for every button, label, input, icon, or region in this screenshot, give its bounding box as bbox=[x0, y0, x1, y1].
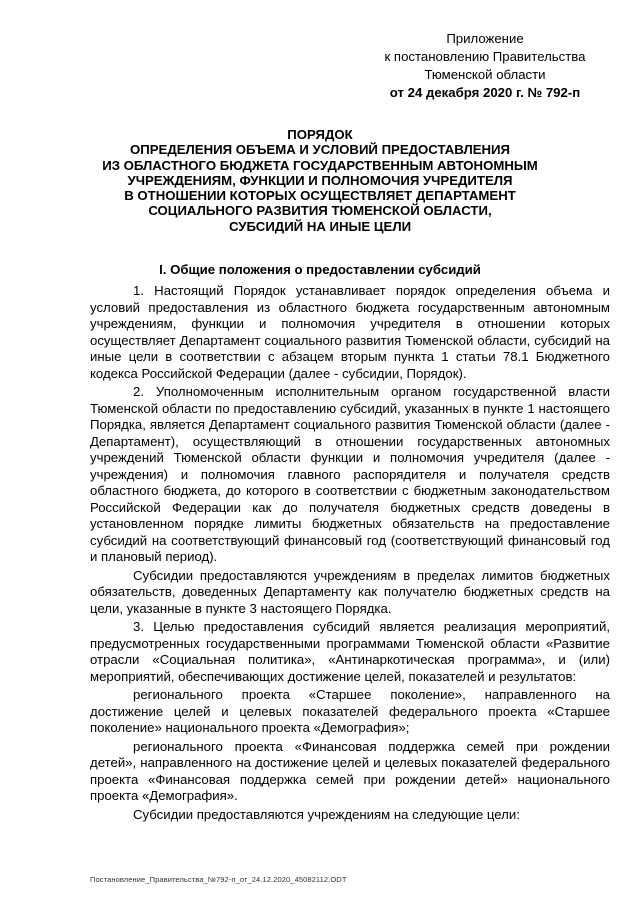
file-footer: Постановление_Правительства_№792-п_от_24.12.2020_45082112.ODT bbox=[90, 875, 347, 884]
title-line: ПОРЯДОК bbox=[287, 127, 353, 142]
appendix-resolution: к постановлению Правительства bbox=[384, 49, 586, 64]
paragraph: регионального проекта «Старшее поколение», направленного на достижение целей и целевых показателей федерального проекта «Старшее поколение» национального проекта «Демография»; bbox=[90, 687, 610, 735]
appendix-label: Приложение bbox=[446, 31, 524, 46]
paragraph: 2. Уполномоченным исполнительным органом государственной власти Тюменской области по предоставлению субсидий, указанных в пункте 1 настоящего Порядка, является Департамент социального развития Тюменской области (далее - Департамент), осуществляющий в отношении государственных автономных учреждений Тюменской области функции и полномочия учредителя (далее - учреждения) и полномочия главного распорядителя и получателя средств областного бюджета, до которого в соответствии с бюджетным законодательством Российской Федерации как до получателя бюджетных средств доведены в установленном порядке лимиты бюджетных обязательств на предоставление субсидий на соответствующий финансовый год (соответствующий финансовый год и плановый период). bbox=[90, 384, 610, 564]
title-line: В ОТНОШЕНИИ КОТОРЫХ ОСУЩЕСТВЛЯЕТ ДЕПАРТАМЕНТ bbox=[124, 188, 516, 204]
section-heading: I. Общие положения о предоставлении субсидий bbox=[159, 262, 481, 277]
title-line: СОЦИАЛЬНОГО РАЗВИТИЯ ТЮМЕНСКОЙ ОБЛАСТИ, bbox=[148, 203, 492, 219]
document-body bbox=[90, 283, 610, 825]
document-title bbox=[90, 127, 550, 234]
title-line: ОПРЕДЕЛЕНИЯ ОБЪЕМА И УСЛОВИЙ ПРЕДОСТАВЛЕНИЯ bbox=[130, 142, 510, 158]
paragraph: регионального проекта «Финансовая поддержка семей при рождении детей», направленного на достижение целей и целевых показателей федерального проекта «Финансовая поддержка семей при рождении детей» национального проекта «Демография». bbox=[90, 738, 610, 803]
paragraph: Субсидии предоставляются учреждениям в пределах лимитов бюджетных обязательств, доведенных Департаменту как получателю бюджетных средств на цели, указанные в пункте 3 настоящего Порядка. bbox=[90, 567, 610, 616]
paragraph: 1. Настоящий Порядок устанавливает порядок определения объема и условий предоставления из областного бюджета государственным автономным учреждениям, функции и полномочия учредителя в отношении которых осуществляет Департамент социального развития Тюменской области, субсидий на иные цели в соответствии с абзацем вторым пункта 1 статьи 78.1 Бюджетного кодекса Российской Федерации (далее - субсидии, Порядок). bbox=[90, 283, 610, 381]
appendix-date-number: от 24 декабря 2020 г. № 792-п bbox=[389, 85, 581, 100]
paragraph: 3. Целью предоставления субсидий является реализация мероприятий, предусмотренных государственными программами Тюменской области «Развитие отрасли «Социальная политика», «Антинаркотическая программа», и (или) мероприятий, обеспечивающих достижение целей, показателей и результатов: bbox=[90, 619, 610, 684]
appendix-block bbox=[370, 30, 600, 102]
appendix-region: Тюменской области bbox=[424, 67, 546, 82]
title-line: ИЗ ОБЛАСТНОГО БЮДЖЕТА ГОСУДАРСТВЕННЫМ АВТОНОМНЫМ bbox=[102, 157, 538, 173]
title-line: СУБСИДИЙ НА ИНЫЕ ЦЕЛИ bbox=[228, 218, 412, 234]
paragraph: Субсидии предоставляются учреждениям на следующие цели: bbox=[133, 806, 520, 822]
title-line: УЧРЕЖДЕНИЯМ, ФУНКЦИИ И ПОЛНОМОЧИЯ УЧРЕДИТЕЛЯ bbox=[127, 172, 513, 188]
